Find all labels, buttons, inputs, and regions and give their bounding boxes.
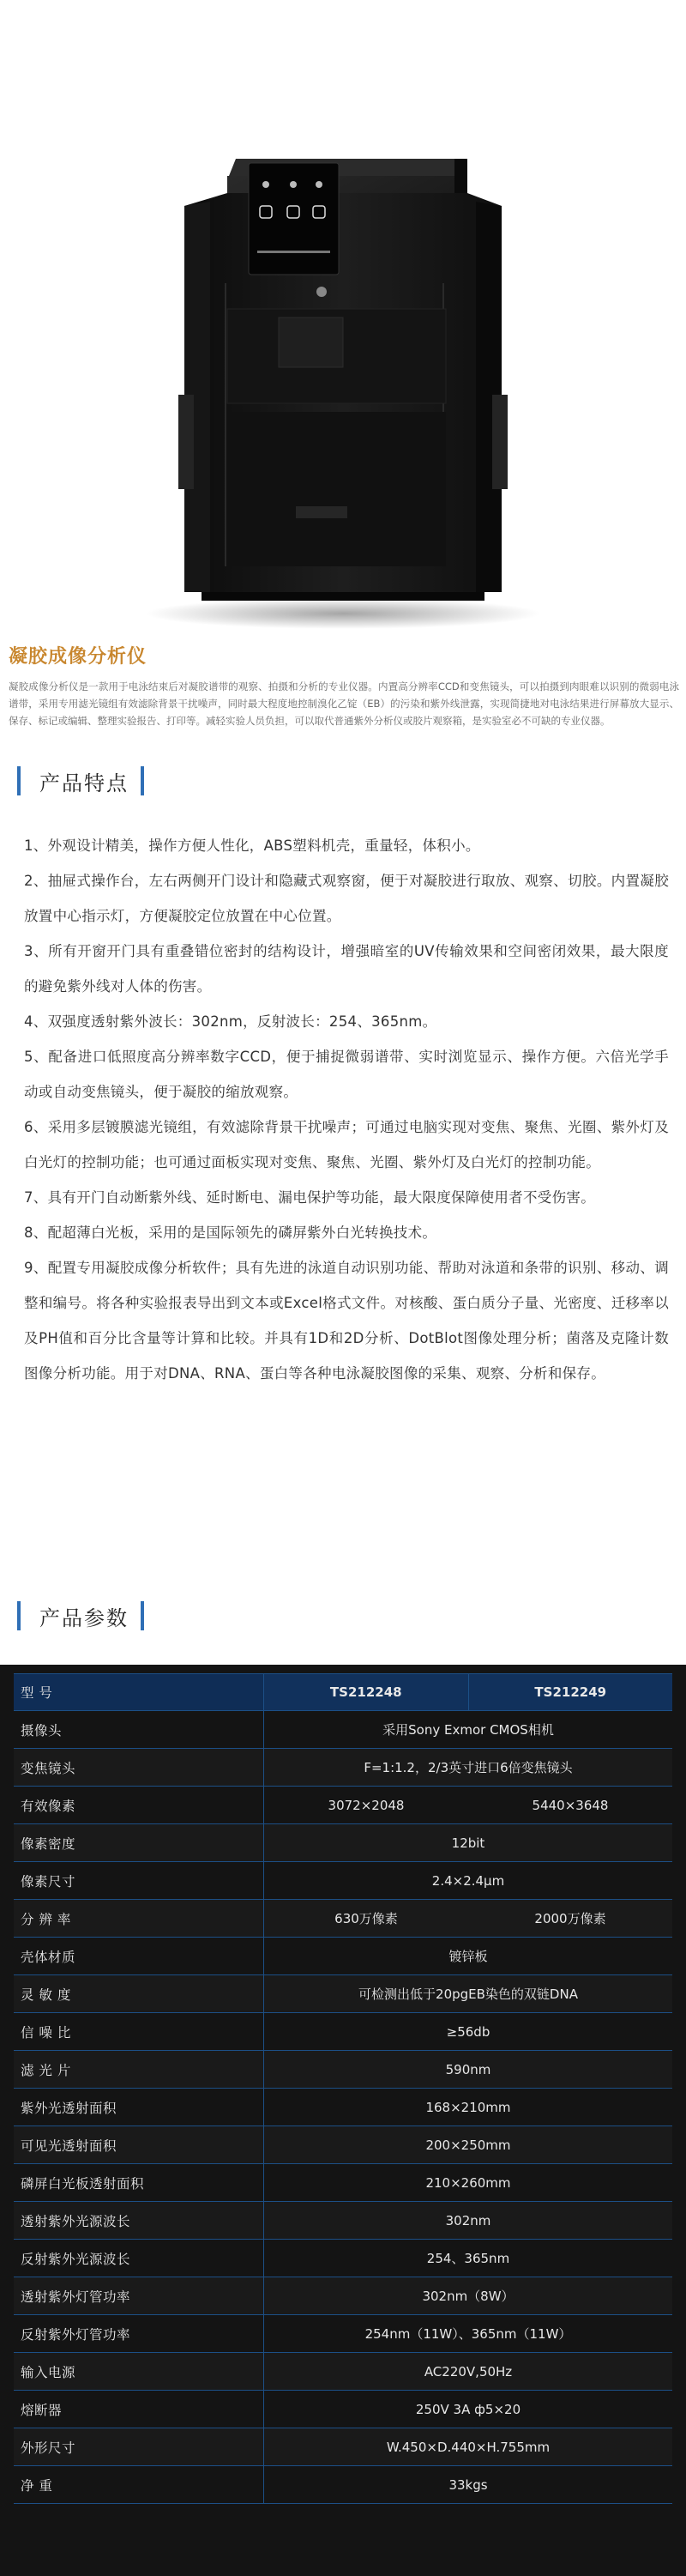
spec-value: 3072×2048 — [328, 1797, 405, 1813]
spec-value: 2000万像素 — [534, 1911, 606, 1926]
product-hero — [0, 0, 686, 635]
spec-row — [14, 1749, 672, 1787]
spec-label: 外形尺寸 — [14, 2428, 264, 2465]
specs-title: 产品参数 — [39, 1605, 129, 1630]
spec-row — [14, 2013, 672, 2051]
spec-row — [14, 2051, 672, 2089]
spec-label: 反射紫外灯管功率 — [14, 2315, 264, 2352]
spec-header-row — [14, 1673, 672, 1711]
spec-row — [14, 2202, 672, 2240]
spec-label: 摄像头 — [14, 1711, 264, 1748]
spec-value: 镀锌板 — [448, 1949, 488, 1964]
spec-label: 灵 敏 度 — [14, 1975, 264, 2012]
feature-item: 1、外观设计精美，操作方便人性化，ABS塑料机壳，重量轻，体积小。 — [24, 838, 480, 854]
spec-label: 像素尺寸 — [14, 1862, 264, 1899]
spec-row — [14, 2164, 672, 2202]
feature-item: 8、配超薄白光板，采用的是国际领先的磷屏紫外白光转换技术。 — [24, 1225, 437, 1241]
spec-label: 紫外光透射面积 — [14, 2089, 264, 2126]
spec-label: 有效像素 — [14, 1787, 264, 1823]
feature-item: 9、配置专用凝胶成像分析软件；具有先进的泳道自动识别功能、帮助对泳道和条带的识别、移动、调整和编号。将各种实验报表导出到文本或Excel格式文件。对核酸、蛋白质分子量、光密度、迁移率以及PH值和百分比含量等计算和比较。并具有1D和2D分析、DotBlot图像处理分析；菌落及克隆计数图像分析功能。用于对DNA、RNA、蛋白等各种电泳凝胶图像的采集、观察、分析和保存。 — [24, 1260, 669, 1382]
spec-label: 透射紫外光源波长 — [14, 2202, 264, 2239]
spec-value-pair — [264, 1787, 672, 1823]
spec-value: 254nm（11W）、365nm（11W） — [364, 2326, 572, 2342]
spec-value: 250V 3A ф5×20 — [415, 2401, 521, 2417]
spec-model-2: TS212249 — [534, 1684, 607, 1700]
spec-header-label: 型 号 — [14, 1674, 264, 1710]
spec-label: 滤 光 片 — [14, 2051, 264, 2088]
spec-row — [14, 2353, 672, 2391]
specs-header — [17, 1599, 144, 1633]
spec-value: F=1:1.2，2/3英寸进口6倍变焦镜头 — [364, 1760, 573, 1775]
spec-row — [14, 1711, 672, 1749]
spec-label: 透射紫外灯管功率 — [14, 2277, 264, 2314]
section-bar-right — [141, 766, 144, 795]
specs-table — [14, 1673, 672, 2504]
spec-label: 分 辨 率 — [14, 1900, 264, 1937]
spec-label: 输入电源 — [14, 2353, 264, 2390]
spec-label: 磷屏白光板透射面积 — [14, 2164, 264, 2201]
spec-rows — [14, 1711, 672, 2504]
spec-label: 壳体材质 — [14, 1938, 264, 1974]
section-bar-left — [17, 1601, 21, 1630]
spec-row — [14, 2391, 672, 2428]
spec-label: 熔断器 — [14, 2391, 264, 2428]
spec-value: 302nm — [445, 2212, 491, 2228]
spec-row — [14, 1787, 672, 1824]
spec-row — [14, 1900, 672, 1938]
spec-model-1: TS212248 — [264, 1674, 469, 1710]
feature-item: 4、双强度透射紫外波长：302nm，反射波长：254、365nm。 — [24, 1013, 437, 1030]
spec-label: 反射紫外光源波长 — [14, 2240, 264, 2277]
spec-value: 33kgs — [448, 2476, 488, 2493]
spec-model-cells — [264, 1674, 672, 1710]
spec-value: 630万像素 — [334, 1911, 398, 1926]
spec-row — [14, 2277, 672, 2315]
gel-imager-image — [0, 0, 686, 635]
spec-value: 12bit — [451, 1835, 485, 1851]
spec-value: ≥56db — [446, 2023, 490, 2040]
section-bar-left — [17, 766, 21, 795]
features-title: 产品特点 — [39, 771, 129, 795]
spec-row — [14, 2126, 672, 2164]
spec-row — [14, 2089, 672, 2126]
feature-item: 6、采用多层镀膜滤光镜组，有效滤除背景干扰噪声；可通过电脑实现对变焦、聚焦、光圈、紫外灯及白光灯的控制功能；也可通过面板实现对变焦、聚焦、光圈、紫外灯及白光灯的控制功能。 — [24, 1119, 669, 1170]
spec-label: 净 重 — [14, 2466, 264, 2503]
spec-value: 590nm — [445, 2061, 491, 2077]
feature-item: 3、所有开窗开门具有重叠错位密封的结构设计，增强暗室的UV传输效果和空间密闭效果，最大限度的避免紫外线对人体的伤害。 — [24, 943, 669, 995]
spec-label: 可见光透射面积 — [14, 2126, 264, 2163]
section-bar-right — [141, 1601, 144, 1630]
spec-label: 信 噪 比 — [14, 2013, 264, 2050]
spec-row — [14, 2315, 672, 2353]
feature-item: 2、抽屉式操作台，左右两侧开门设计和隐藏式观察窗，便于对凝胶进行取放、观察、切胶。内置凝胶放置中心指示灯，方便凝胶定位放置在中心位置。 — [24, 873, 669, 924]
spec-label: 像素密度 — [14, 1824, 264, 1861]
spec-row — [14, 1824, 672, 1862]
spec-value: 200×250mm — [425, 2137, 511, 2153]
spec-value: 采用Sony Exmor CMOS相机 — [382, 1722, 554, 1738]
spec-value: 5440×3648 — [532, 1797, 609, 1813]
spec-value: 302nm（8W） — [422, 2289, 514, 2304]
product-title: 凝胶成像分析仪 — [9, 646, 147, 668]
spec-row — [14, 1862, 672, 1900]
spec-row — [14, 2466, 672, 2504]
features-header — [17, 764, 144, 798]
spec-value: W.450×D.440×H.755mm — [386, 2439, 551, 2455]
spec-row — [14, 1938, 672, 1975]
spec-value: 210×260mm — [425, 2174, 511, 2191]
specs-table-panel — [0, 1665, 686, 2576]
spec-value: 254、365nm — [426, 2251, 510, 2266]
spec-value: 可检测出低于20pgEB染色的双链DNA — [358, 1986, 578, 2002]
spec-row — [14, 1975, 672, 2013]
spec-label: 变焦镜头 — [14, 1749, 264, 1786]
spec-value: AC220V,50Hz — [424, 2363, 513, 2379]
features-list — [24, 828, 669, 1391]
spec-value-pair — [264, 1900, 672, 1937]
spec-row — [14, 2240, 672, 2277]
product-description: 凝胶成像分析仪是一款用于电泳结束后对凝胶谱带的观察、拍摄和分析的专业仪器。内置高分辨率CCD和变焦镜头，可以拍摄到肉眼难以识别的微弱电泳谱带，采用专用滤光镜组有效滤除背景干扰噪声，同时最大程度地控制溴化乙锭（EB）的污染和紫外线泄露，实现简捷地对电泳结果进行屏幕放大显示、保存、标记或编辑、整理实验报告、打印等。减轻实验人员负担，可以取代普通紫外分析仪或胶片观察箱，是实验室必不可缺的专业仪器。 — [9, 680, 679, 727]
spec-row — [14, 2428, 672, 2466]
feature-item: 5、配备进口低照度高分辨率数字CCD，便于捕捉微弱谱带、实时浏览显示、操作方便。六倍光学手动或自动变焦镜头，便于凝胶的缩放观察。 — [24, 1049, 669, 1100]
spec-value: 168×210mm — [425, 2099, 511, 2115]
spec-value: 2.4×2.4μm — [431, 1872, 505, 1889]
feature-item: 7、具有开门自动断紫外线、延时断电、漏电保护等功能，最大限度保障使用者不受伤害。 — [24, 1189, 595, 1206]
